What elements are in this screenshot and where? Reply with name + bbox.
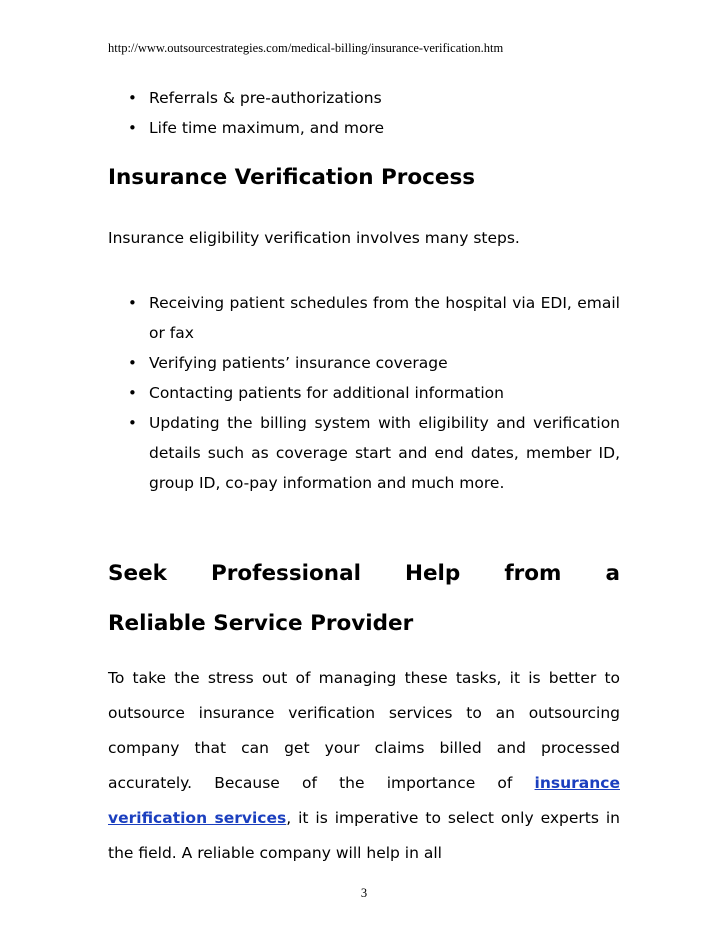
section-heading-verification-process [108, 165, 620, 190]
intro-text: Insurance eligibility verification involves many steps. [108, 229, 520, 247]
body-text: To take the stress out of managing these tasks, it is better to outsource insurance verification services to an outsourcing company that can get your claims billed and processed accurately. Because of the importance of insurance verification services, it is imperative to select only experts in the field. A reliable company will help in all [108, 669, 620, 862]
bullet-icon: • [128, 414, 137, 432]
list-item: • Referrals & pre-authorizations [108, 83, 620, 113]
bullet-icon: • [128, 294, 137, 312]
bullet-icon: • [128, 384, 137, 402]
section-heading-line2: Reliable Service Provider [108, 611, 414, 636]
insurance-verification-link[interactable]: insurance verification services [108, 774, 620, 827]
page-number: 3 [360, 886, 368, 900]
list-item: • Verifying patients’ insurance coverage [108, 348, 620, 378]
steps-list [108, 288, 620, 498]
body-paragraph [108, 661, 620, 871]
list-item: • Receiving patient schedules from the hospital via EDI, email or fax [108, 288, 620, 348]
list-item: • Updating the billing system with eligibility and verification details such as coverage start and end dates, member ID, group ID, co-pay information and much more. [108, 408, 620, 498]
intro-paragraph [108, 225, 620, 251]
bullet-icon: • [128, 89, 137, 107]
section-heading: Insurance Verification Process [108, 165, 476, 190]
list-item: • Life time maximum, and more [108, 113, 620, 143]
bullet-icon: • [128, 119, 137, 137]
top-bullet-list [108, 83, 620, 143]
bullet-icon: • [128, 354, 137, 372]
header-url: http://www.outsourcestrategies.com/medical-billing/insurance-verification.htm [108, 41, 504, 55]
list-item: • Contacting patients for additional information [108, 378, 620, 408]
section-heading-line1: Seek Professional Help from a [108, 561, 620, 586]
section-heading-seek-help [108, 560, 620, 637]
